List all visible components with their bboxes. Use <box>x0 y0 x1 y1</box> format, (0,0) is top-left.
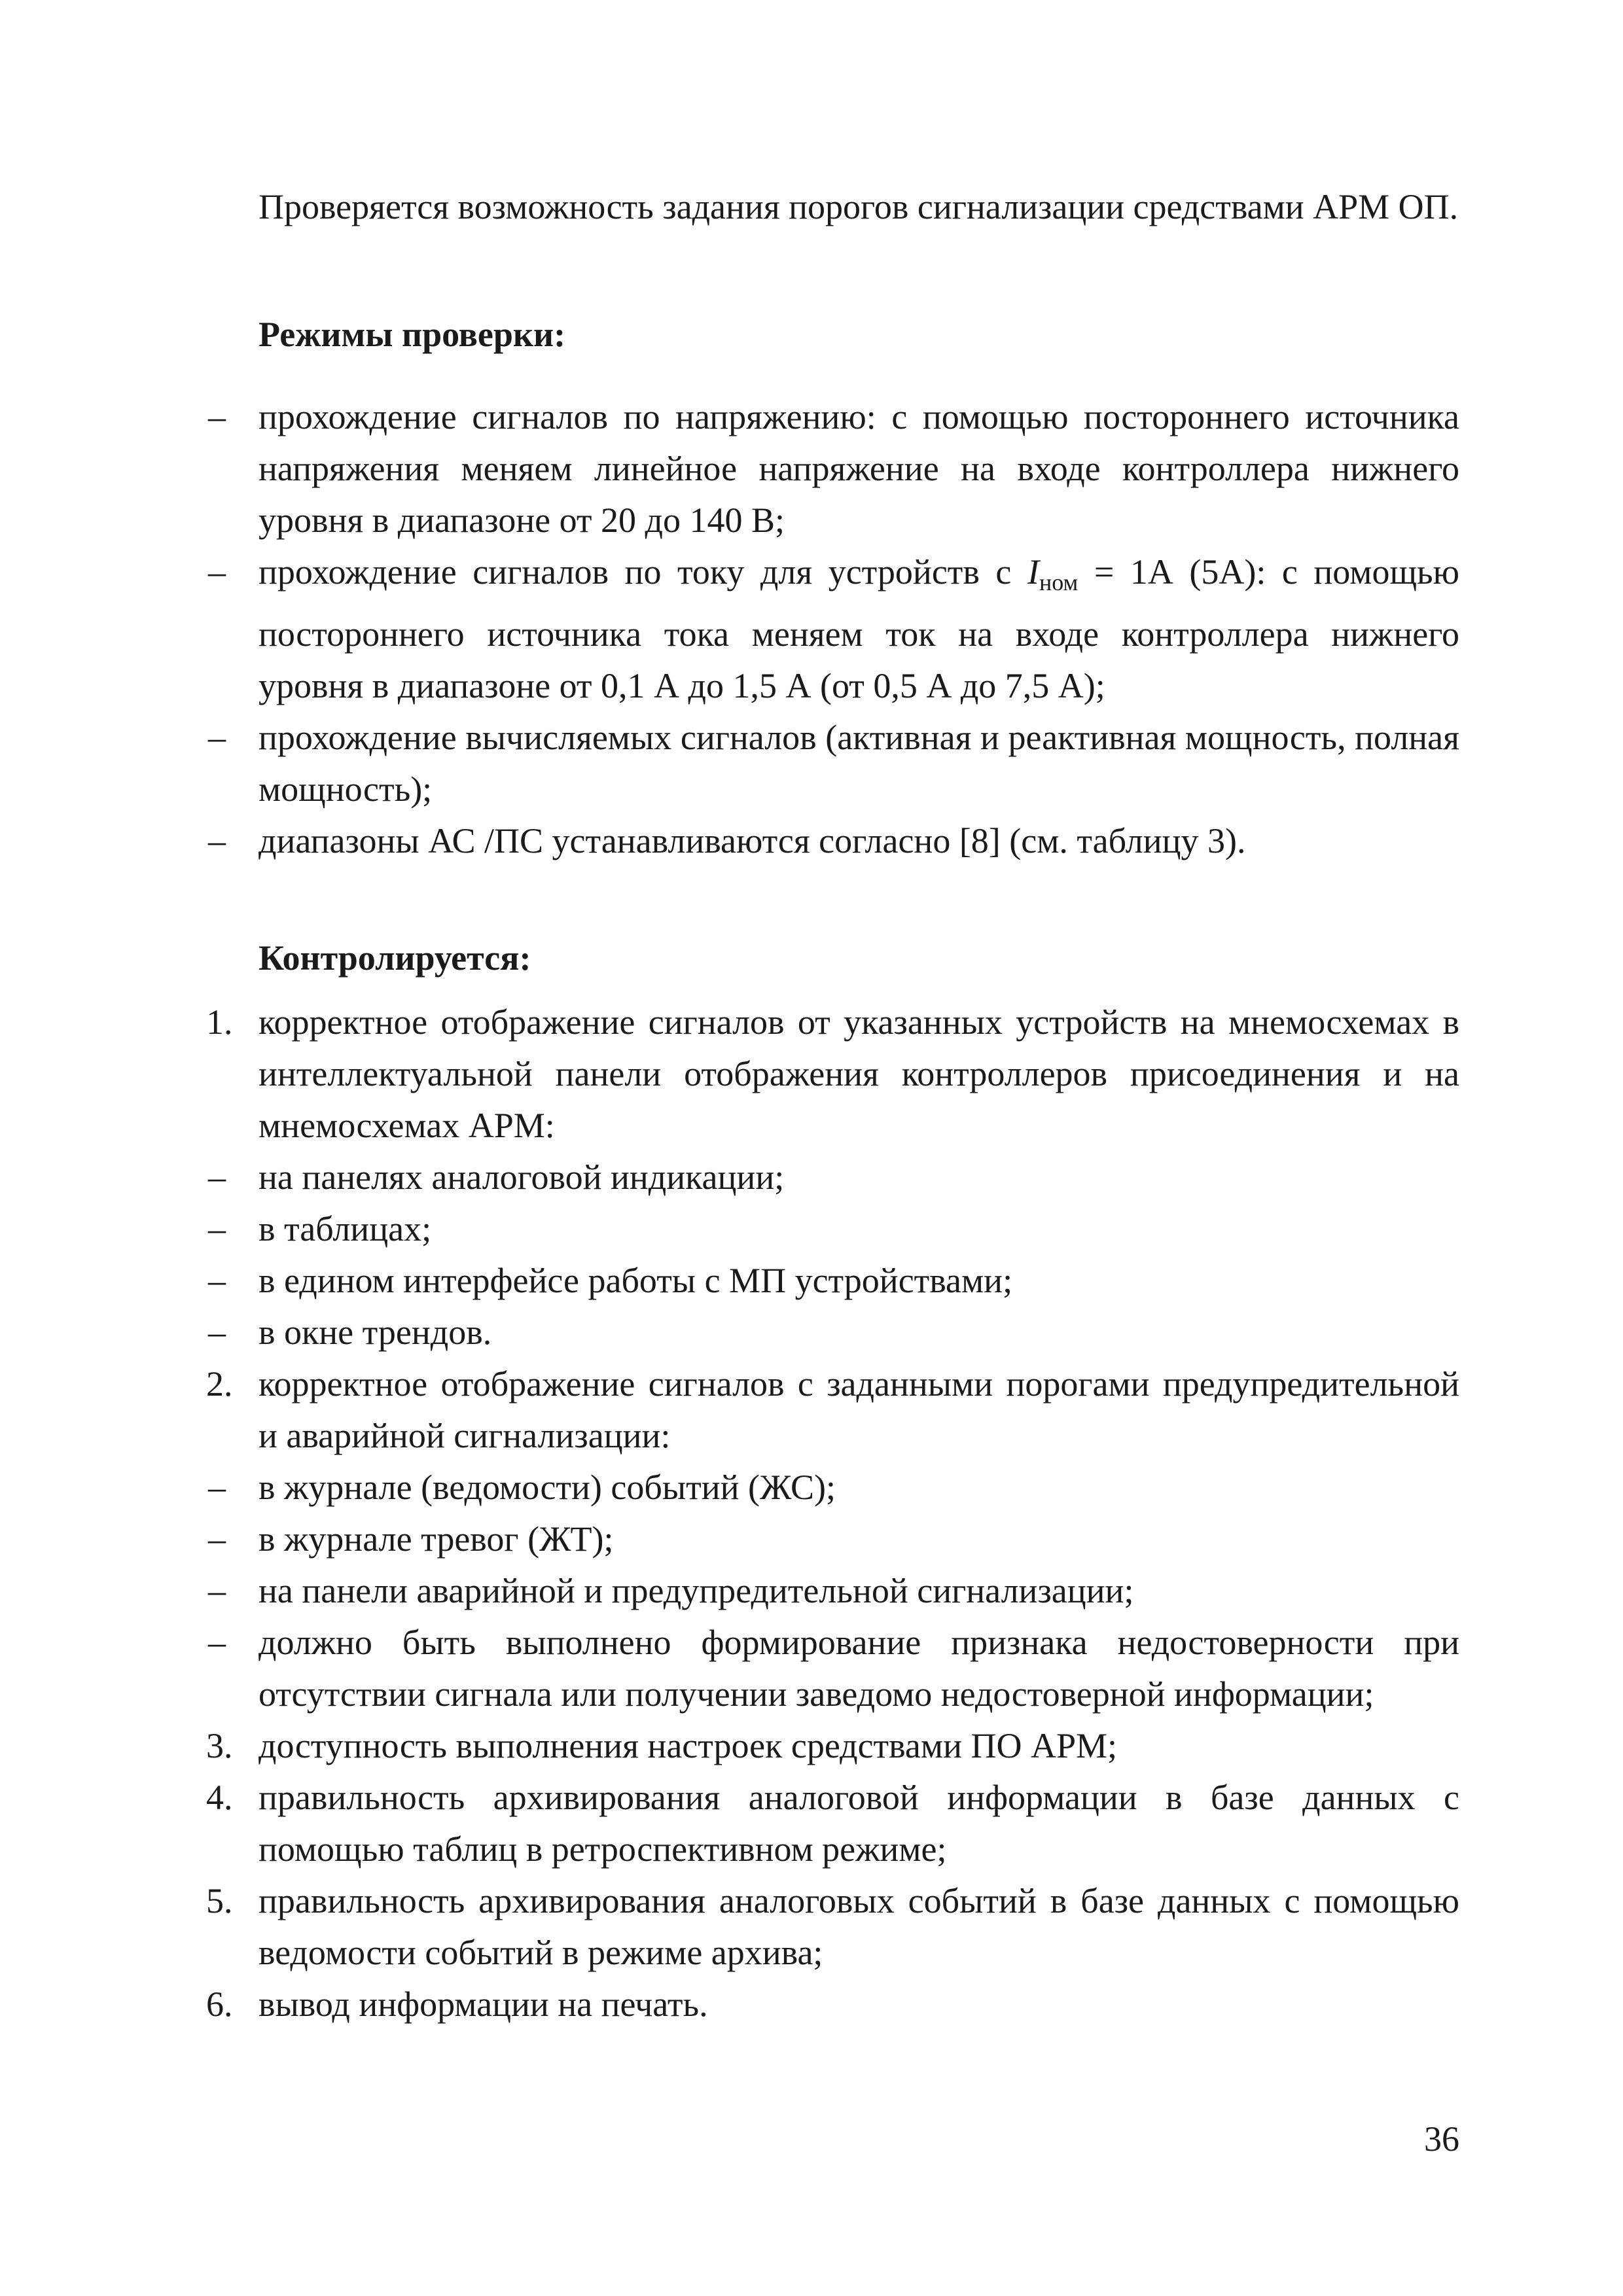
numbered-item <box>196 1979 1459 2030</box>
item-number: 6. <box>206 1985 233 2024</box>
control-heading: Контролируется: <box>259 938 531 978</box>
list-item <box>196 1203 1459 1255</box>
list-item-text: корректное отображение сигналов от указанных устройств на мнемосхемах в интеллектуальной панели отображения контроллеров присоединения и на мнемосхемах АРМ: <box>259 1002 1459 1145</box>
list-item-text: правильность архивирования аналоговых событий в базе данных с помощью ведомости событий в режиме архива; <box>259 1881 1459 1972</box>
modes-heading: Режимы проверки: <box>259 315 566 354</box>
list-item-text: должно быть выполнено формирование признака недостоверности при отсутствии сигнала или получении заведомо недостоверной информации; <box>259 1623 1459 1714</box>
list-item <box>196 1152 1459 1203</box>
dash-marker: – <box>208 552 226 592</box>
numbered-item <box>196 1772 1459 1875</box>
list-item-text: = 1А (5А): с помощью постороннего источника тока меняем ток на входе контроллера нижнего уровня в диапазоне от 0,1 А до 1,5 А (от 0,5 А до 7,5 А); <box>259 552 1460 705</box>
dash-marker: – <box>208 1468 226 1507</box>
dash-marker: – <box>208 1313 226 1352</box>
item-number: 3. <box>206 1726 233 1765</box>
list-item-text: вывод информации на печать. <box>259 1985 708 2024</box>
item-number: 5. <box>206 1881 233 1920</box>
dash-marker: – <box>208 718 226 757</box>
numbered-item <box>196 1875 1459 1979</box>
list-item-text: диапазоны АС /ПС устанавливаются согласно [8] (см. таблицу 3). <box>259 821 1246 860</box>
dash-marker: – <box>208 1571 226 1610</box>
list-item-text: прохождение вычисляемых сигналов (активная и реактивная мощность, полная мощность); <box>259 718 1459 809</box>
control-list <box>196 997 1459 2030</box>
dash-marker: – <box>208 1261 226 1300</box>
list-item <box>196 815 1459 867</box>
modes-list <box>196 391 1459 867</box>
list-item-text: в журнале тревог (ЖТ); <box>259 1519 614 1559</box>
dash-marker: – <box>208 1623 226 1662</box>
current-symbol: I <box>1027 552 1039 592</box>
list-item <box>196 712 1459 815</box>
current-subscript: ном <box>1039 569 1079 595</box>
dash-marker: – <box>208 1209 226 1248</box>
page-number: 36 <box>1424 2119 1459 2159</box>
dash-marker: – <box>208 397 226 436</box>
list-item-text: на панелях аналоговой индикации; <box>259 1157 785 1197</box>
list-item <box>196 1255 1459 1307</box>
list-item <box>196 1565 1459 1617</box>
list-item <box>196 1513 1459 1565</box>
list-item-text: на панели аварийной и предупредительной сигнализации; <box>259 1571 1134 1610</box>
item-number: 1. <box>206 1002 233 1042</box>
list-item <box>196 1307 1459 1358</box>
list-item-text: в едином интерфейсе работы с МП устройствами; <box>259 1261 1013 1300</box>
intro-paragraph: Проверяется возможность задания порогов сигнализации средствами АРМ ОП. <box>259 187 1459 226</box>
list-item <box>196 1462 1459 1513</box>
list-item <box>196 1617 1459 1720</box>
list-item-text: в таблицах; <box>259 1209 432 1248</box>
numbered-item <box>196 997 1459 1152</box>
numbered-item <box>196 1720 1459 1772</box>
dash-marker: – <box>208 821 226 860</box>
list-item-text: в окне трендов. <box>259 1313 492 1352</box>
list-item-text: корректное отображение сигналов с заданными порогами предупредительной и аварийной сигнализации: <box>259 1364 1459 1455</box>
list-item <box>196 391 1459 546</box>
list-item-text: прохождение сигналов по напряжению: с помощью постороннего источника напряжения меняем линейное напряжение на входе контроллера нижнего уровня в диапазоне от 20 до 140 В; <box>259 397 1459 540</box>
dash-marker: – <box>208 1519 226 1559</box>
list-item-text: доступность выполнения настроек средствами ПО АРМ; <box>259 1726 1118 1765</box>
item-number: 4. <box>206 1778 233 1817</box>
numbered-item <box>196 1358 1459 1462</box>
list-item <box>196 546 1459 712</box>
list-item-text: в журнале (ведомости) событий (ЖС); <box>259 1468 836 1507</box>
list-item-text: прохождение сигналов по току для устройств с <box>259 552 1027 592</box>
list-item-text: правильность архивирования аналоговой информации в базе данных с помощью таблиц в ретроспективном режиме; <box>259 1778 1459 1869</box>
item-number: 2. <box>206 1364 233 1404</box>
dash-marker: – <box>208 1157 226 1197</box>
